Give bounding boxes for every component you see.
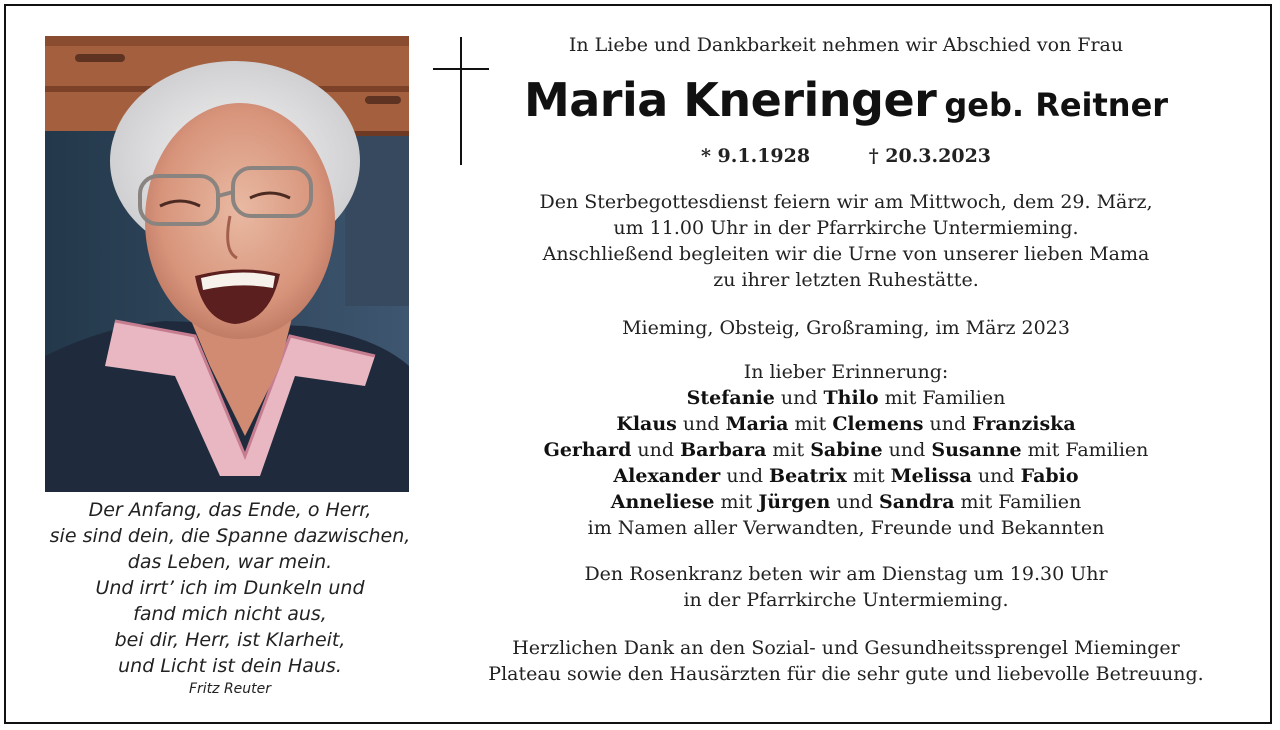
- mourners-list: [462, 359, 1230, 541]
- obituary-text: [462, 30, 1230, 687]
- service-line: zu ihrer letzten Ruhestätte.: [713, 269, 979, 291]
- poem-line: bei dir, Herr, ist Klarheit,: [114, 629, 346, 651]
- service-line: um 11.00 Uhr in der Pfarrkirche Untermieming.: [613, 217, 1079, 239]
- portrait-photo: [45, 36, 409, 492]
- death-date: † 20.3.2023: [868, 145, 992, 167]
- memory-heading: In lieber Erinnerung:: [743, 361, 949, 383]
- poem: [20, 497, 440, 699]
- poem-line: und Licht ist dein Haus.: [118, 655, 342, 677]
- thanks-line: Herzlichen Dank an den Sozial- und Gesundheitssprengel Mieminger: [512, 637, 1180, 659]
- poem-line: sie sind dein, die Spanne dazwischen,: [49, 525, 411, 547]
- life-dates: [462, 143, 1230, 169]
- rosary-line: Den Rosenkranz beten wir am Dienstag um 19.30 Uhr: [584, 563, 1108, 585]
- deceased-name: Maria Kneringer: [523, 73, 937, 127]
- thanks-line: Plateau sowie den Hausärzten für die sehr gute und liebevolle Betreuung.: [488, 663, 1204, 685]
- thanks-text: [462, 635, 1230, 687]
- mourner-line: im Namen aller Verwandten, Freunde und Bekannten: [587, 517, 1105, 539]
- poem-line: Und irrt’ ich im Dunkeln und: [95, 577, 365, 599]
- service-line: Anschließend begleiten wir die Urne von unserer lieben Mama: [542, 243, 1150, 265]
- poem-line: fand mich nicht aus,: [133, 603, 327, 625]
- mourner-line: Gerhard und Barbara mit Sabine und Susanne mit Familien: [543, 439, 1149, 461]
- service-line: Den Sterbegottesdienst feiern wir am Mittwoch, dem 29. März,: [539, 191, 1153, 213]
- mourner-line: Anneliese mit Jürgen und Sandra mit Familien: [610, 491, 1082, 513]
- poem-author: Fritz Reuter: [188, 681, 272, 697]
- rosary-info: [462, 561, 1230, 613]
- poem-line: das Leben, war mein.: [127, 551, 333, 573]
- mourner-line: Klaus und Maria mit Clemens und Franziska: [616, 413, 1076, 435]
- deceased-name-line: [462, 70, 1230, 141]
- mourner-line: Stefanie und Thilo mit Familien: [686, 387, 1006, 409]
- rosary-line: in der Pfarrkirche Untermieming.: [683, 589, 1009, 611]
- intro-text: In Liebe und Dankbarkeit nehmen wir Abschied von Frau: [568, 34, 1124, 56]
- place-date: Mieming, Obsteig, Großraming, im März 2023: [622, 317, 1070, 339]
- birth-date: * 9.1.1928: [700, 145, 811, 167]
- mourner-line: Alexander und Beatrix mit Melissa und Fabio: [613, 465, 1079, 487]
- poem-line: Der Anfang, das Ende, o Herr,: [88, 499, 372, 521]
- maiden-name: geb. Reitner: [944, 86, 1169, 124]
- service-info: [462, 189, 1230, 293]
